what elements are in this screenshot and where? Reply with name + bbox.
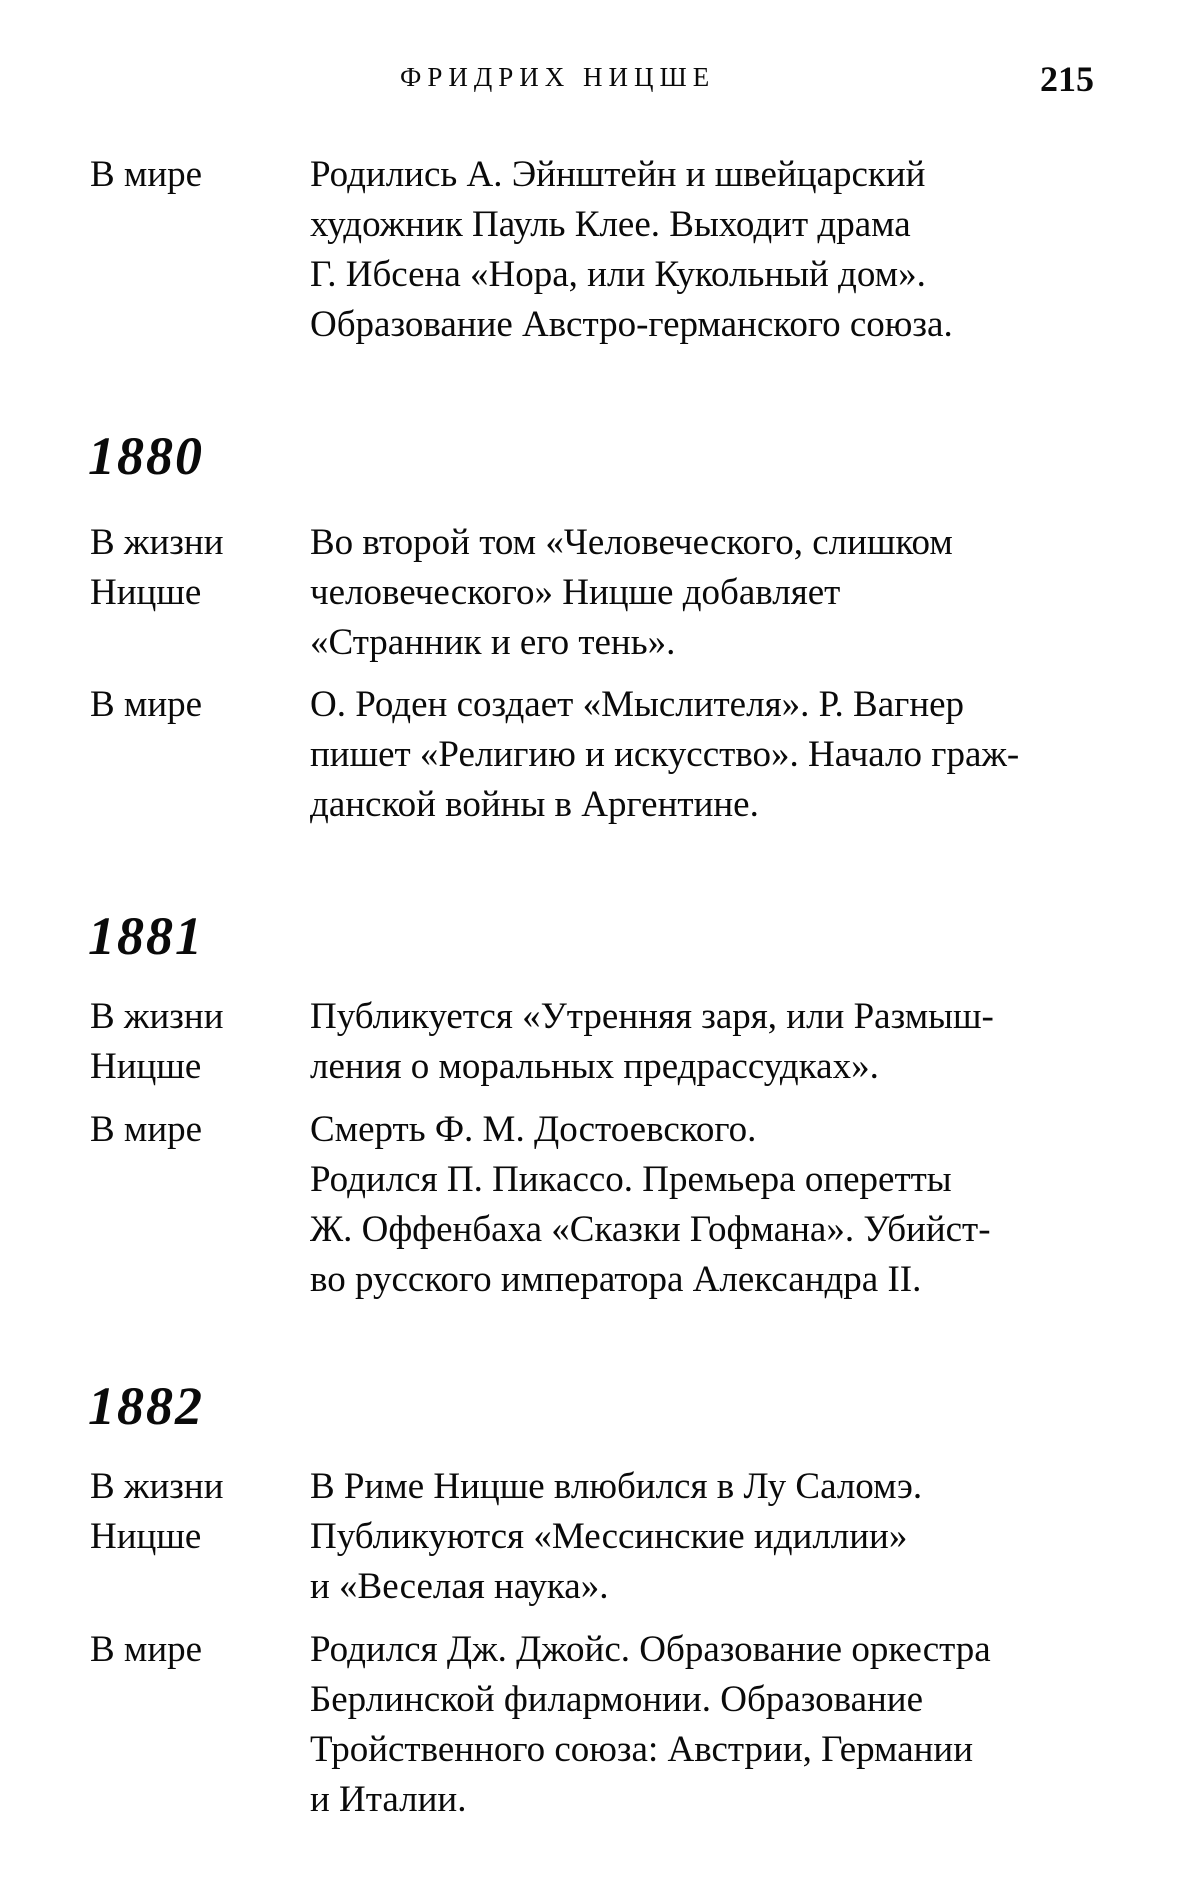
entry-line: Во второй том «Человеческого, слишком — [310, 522, 953, 563]
entry-line: «Странник и его тень». — [310, 622, 676, 663]
entry-line: и Италии. — [310, 1779, 467, 1820]
entry-text — [310, 518, 1130, 668]
page-number: 215 — [1040, 59, 1094, 99]
running-header-title: ФРИДРИХ НИЦШЕ — [400, 62, 716, 92]
entry-label: В мире — [90, 1109, 203, 1150]
entry-line: пишет «Религию и искусство». Начало граж- — [310, 734, 1020, 775]
entry-label: В жизни Ницше — [90, 996, 224, 1087]
entry-text — [310, 680, 1130, 830]
entry-label: В мире — [90, 684, 203, 725]
entry-line: Публикуются «Мессинские идиллии» — [310, 1516, 908, 1557]
entry-label: В жизни Ницше — [90, 522, 224, 613]
entry-line: Родился Дж. Джойс. Образование оркестра — [310, 1629, 991, 1670]
entry-label: В жизни Ницше — [90, 1466, 224, 1557]
entry-line: во русского императора Александра II. — [310, 1259, 922, 1300]
entry-line: В Риме Ницше влюбился в Лу Саломэ. — [310, 1466, 923, 1507]
entry-line: Тройственного союза: Австрии, Германии — [310, 1729, 974, 1770]
entry-line: Образование Австро-германского союза. — [310, 304, 953, 345]
entry-line: художник Пауль Клее. Выходит драма — [310, 204, 911, 245]
entry-line: О. Роден создает «Мыслителя». Р. Вагнер — [310, 684, 965, 725]
entry-line: Родился П. Пикассо. Премьера оперетты — [310, 1159, 952, 1200]
entry-label: В мире — [90, 154, 203, 195]
entry-line: Смерть Ф. М. Достоевского. — [310, 1109, 757, 1150]
year-heading-1881: 1881 — [88, 906, 204, 966]
entry-text — [310, 1625, 1130, 1825]
entry-text — [310, 1462, 1130, 1612]
entry-line: Публикуется «Утренняя заря, или Размыш- — [310, 996, 994, 1037]
entry-line: человеческого» Ницше добавляет — [310, 572, 841, 613]
entry-line: данской войны в Аргентине. — [310, 784, 759, 825]
entry-label: В мире — [90, 1629, 203, 1670]
entry-line: Ж. Оффенбаха «Сказки Гофмана». Убийст- — [310, 1209, 991, 1250]
entry-line: Г. Ибсена «Нора, или Кукольный дом». — [310, 254, 926, 295]
entry-text — [310, 992, 1130, 1092]
entry-line: Берлинской филармонии. Образование — [310, 1679, 924, 1720]
year-heading-1882: 1882 — [88, 1376, 204, 1436]
entry-line: ления о моральных предрассудках». — [310, 1046, 879, 1087]
entry-text — [310, 1105, 1130, 1305]
entry-text — [310, 150, 1130, 350]
year-heading-1880: 1880 — [88, 426, 204, 486]
entry-line: Родились А. Эйнштейн и швейцарский — [310, 154, 926, 195]
entry-line: и «Веселая наука». — [310, 1566, 609, 1607]
